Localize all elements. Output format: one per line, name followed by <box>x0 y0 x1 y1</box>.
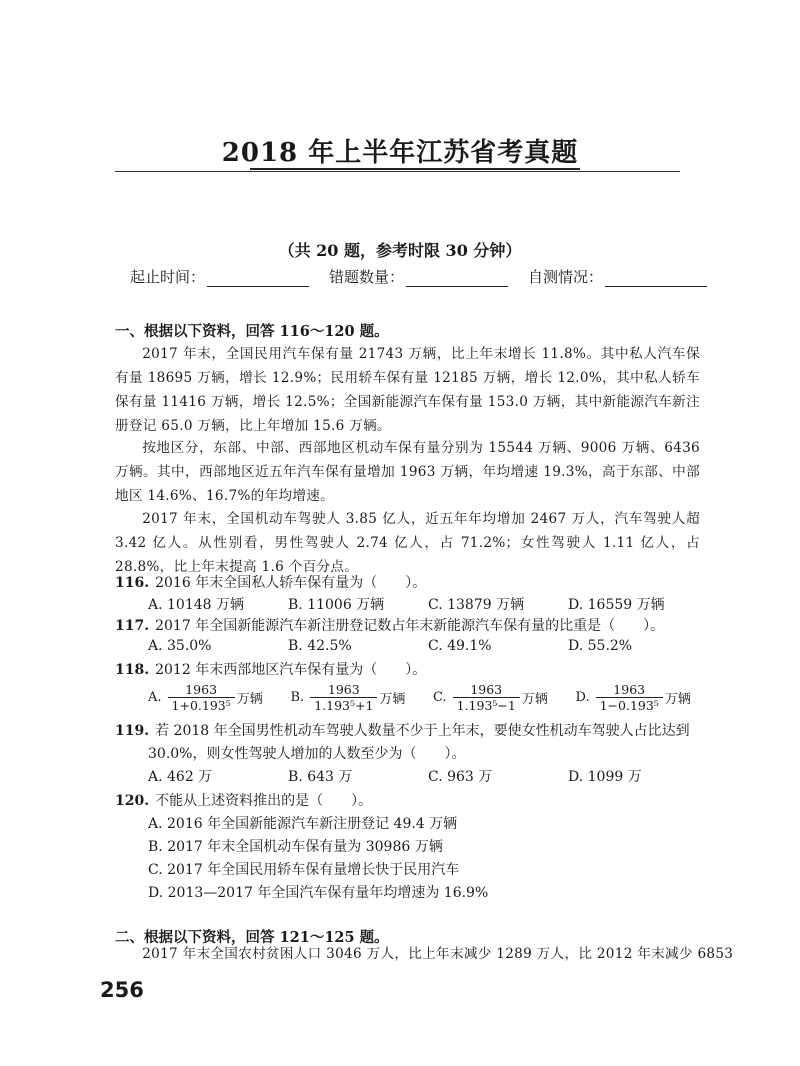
question-117-options <box>148 638 708 654</box>
section2-heading: 二、根据以下资料，回答 121～125 题。 <box>115 929 389 946</box>
option-c: C. 963 万 <box>428 769 493 785</box>
section1-paragraph-1: 2017 年末，全国民用汽车保有量 21743 万辆，比上年末增长 11.8%。其中私人汽车保有量 18695 万辆，增长 12.9%；民用轿车保有量 12185 万辆，增长 12.0%，其中私人轿车保有量 11416 万辆，增长 12.5%；全国新能源汽车保有量 153.0 万辆，其中新能源汽车新注册登记 65.0 万辆，比上年增加 15.6 万辆。 <box>115 346 700 434</box>
option-b: B. 643 万 <box>288 769 353 785</box>
question-119-line2: 30.0%，则女性驾驶人增加的人数至少为（ ）。 <box>148 746 466 762</box>
option-a: A. 10148 万辆 <box>148 597 244 613</box>
option-c: C. $\frac{1963}{\text{1.193⁵−1}}$ 万辆 <box>433 682 548 713</box>
option-d: D. 55.2% <box>568 638 633 654</box>
question-118-options <box>148 682 718 713</box>
section2-paragraph-1: 2017 年末全国农村贫困人口 3046 万人，比上年末减少 1289 万人，比 2012 年末减少 6853 <box>142 946 734 962</box>
self-eval-field: 自测情况： <box>528 266 707 287</box>
question-120: 120. 不能从上述资料推出的是（ ）。 <box>115 793 373 809</box>
option-d: D. $\frac{1963}{\text{1−0.193⁵}}$ 万辆 <box>575 682 691 713</box>
option-b: B. 42.5% <box>288 638 352 654</box>
page-title: 2018 年上半年江苏省考真题 <box>221 138 579 168</box>
start-time-blank <box>207 268 309 287</box>
question-118: 118. 2012 年末西部地区汽车保有量为（ ）。 <box>115 662 427 678</box>
option-d: D. 16559 万辆 <box>568 597 665 613</box>
option-a: A. 35.0% <box>148 638 212 654</box>
question-116: 116. 2016 年末全国私人轿车保有量为（ ）。 <box>115 575 427 591</box>
subtitle: （共 20 题，参考时限 30 分钟） <box>278 241 522 260</box>
question-120-option-b: B. 2017 年末全国机动车保有量为 30986 万辆 <box>148 839 443 855</box>
title-rule-thick <box>250 168 580 170</box>
question-119: 119. 若 2018 年全国男性机动车驾驶人数量不少于上年末，要使女性机动车驾驶人占比达到 <box>115 723 690 739</box>
option-a: A. 462 万 <box>148 769 213 785</box>
option-c: C. 49.1% <box>428 638 492 654</box>
wrong-count-field: 错题数量： <box>329 266 508 287</box>
section1-paragraph-2: 按地区分，东部、中部、西部地区机动车保有量分别为 15544 万辆、9006 万辆、6436 万辆。其中，西部地区近五年汽车保有量增加 1963 万辆，年均增速 19.3%，高于东部、中部地区 14.6%、16.7%的年均增速。 <box>115 440 700 504</box>
question-119-options <box>148 766 708 786</box>
start-time-field: 起止时间： <box>130 266 309 287</box>
fraction: $\frac{1963}{\text{1−0.193⁵}}$ <box>596 682 663 713</box>
title-rule <box>115 171 680 172</box>
page-number: 256 <box>100 978 144 1002</box>
question-117: 117. 2017 年全国新能源汽车新注册登记数占年末新能源汽车保有量的比重是（ ）。 <box>115 618 665 634</box>
fraction: $\frac{1963}{\text{1.193⁵−1}}$ <box>453 682 520 713</box>
fraction: $\frac{1963}{\text{1.193⁵+1}}$ <box>310 682 377 713</box>
section1-heading: 一、根据以下资料，回答 116～120 题。 <box>115 323 389 340</box>
question-120-option-c: C. 2017 年全国民用轿车保有量增长快于民用汽车 <box>148 862 460 878</box>
question-120-option-a: A. 2016 年全国新能源汽车新注册登记 49.4 万辆 <box>148 816 458 832</box>
fraction: $\frac{1963}{\text{1+0.193⁵}}$ <box>168 682 235 713</box>
meta-row <box>130 266 707 287</box>
question-120-option-d: D. 2013—2017 年全国汽车保有量年均增速为 16.9% <box>148 885 489 901</box>
option-a: A. $\frac{1963}{\text{1+0.193⁵}}$ 万辆 <box>148 682 263 713</box>
wrong-count-blank <box>406 268 508 287</box>
question-116-options <box>148 594 708 614</box>
option-b: B. $\frac{1963}{\text{1.193⁵+1}}$ 万辆 <box>290 682 406 713</box>
option-c: C. 13879 万辆 <box>428 597 525 613</box>
section1-paragraph-3: 2017 年末，全国机动车驾驶人 3.85 亿人，近五年年均增加 2467 万人，汽车驾驶人超 3.42 亿人。从性别看，男性驾驶人 2.74 亿人，占 71.2%；女性驾驶人 1.11 亿人，占 28.8%，比上年末提高 1.6 个百分点。 <box>115 511 700 575</box>
option-b: B. 11006 万辆 <box>288 597 385 613</box>
self-eval-blank <box>605 268 707 287</box>
option-d: D. 1099 万 <box>568 769 642 785</box>
